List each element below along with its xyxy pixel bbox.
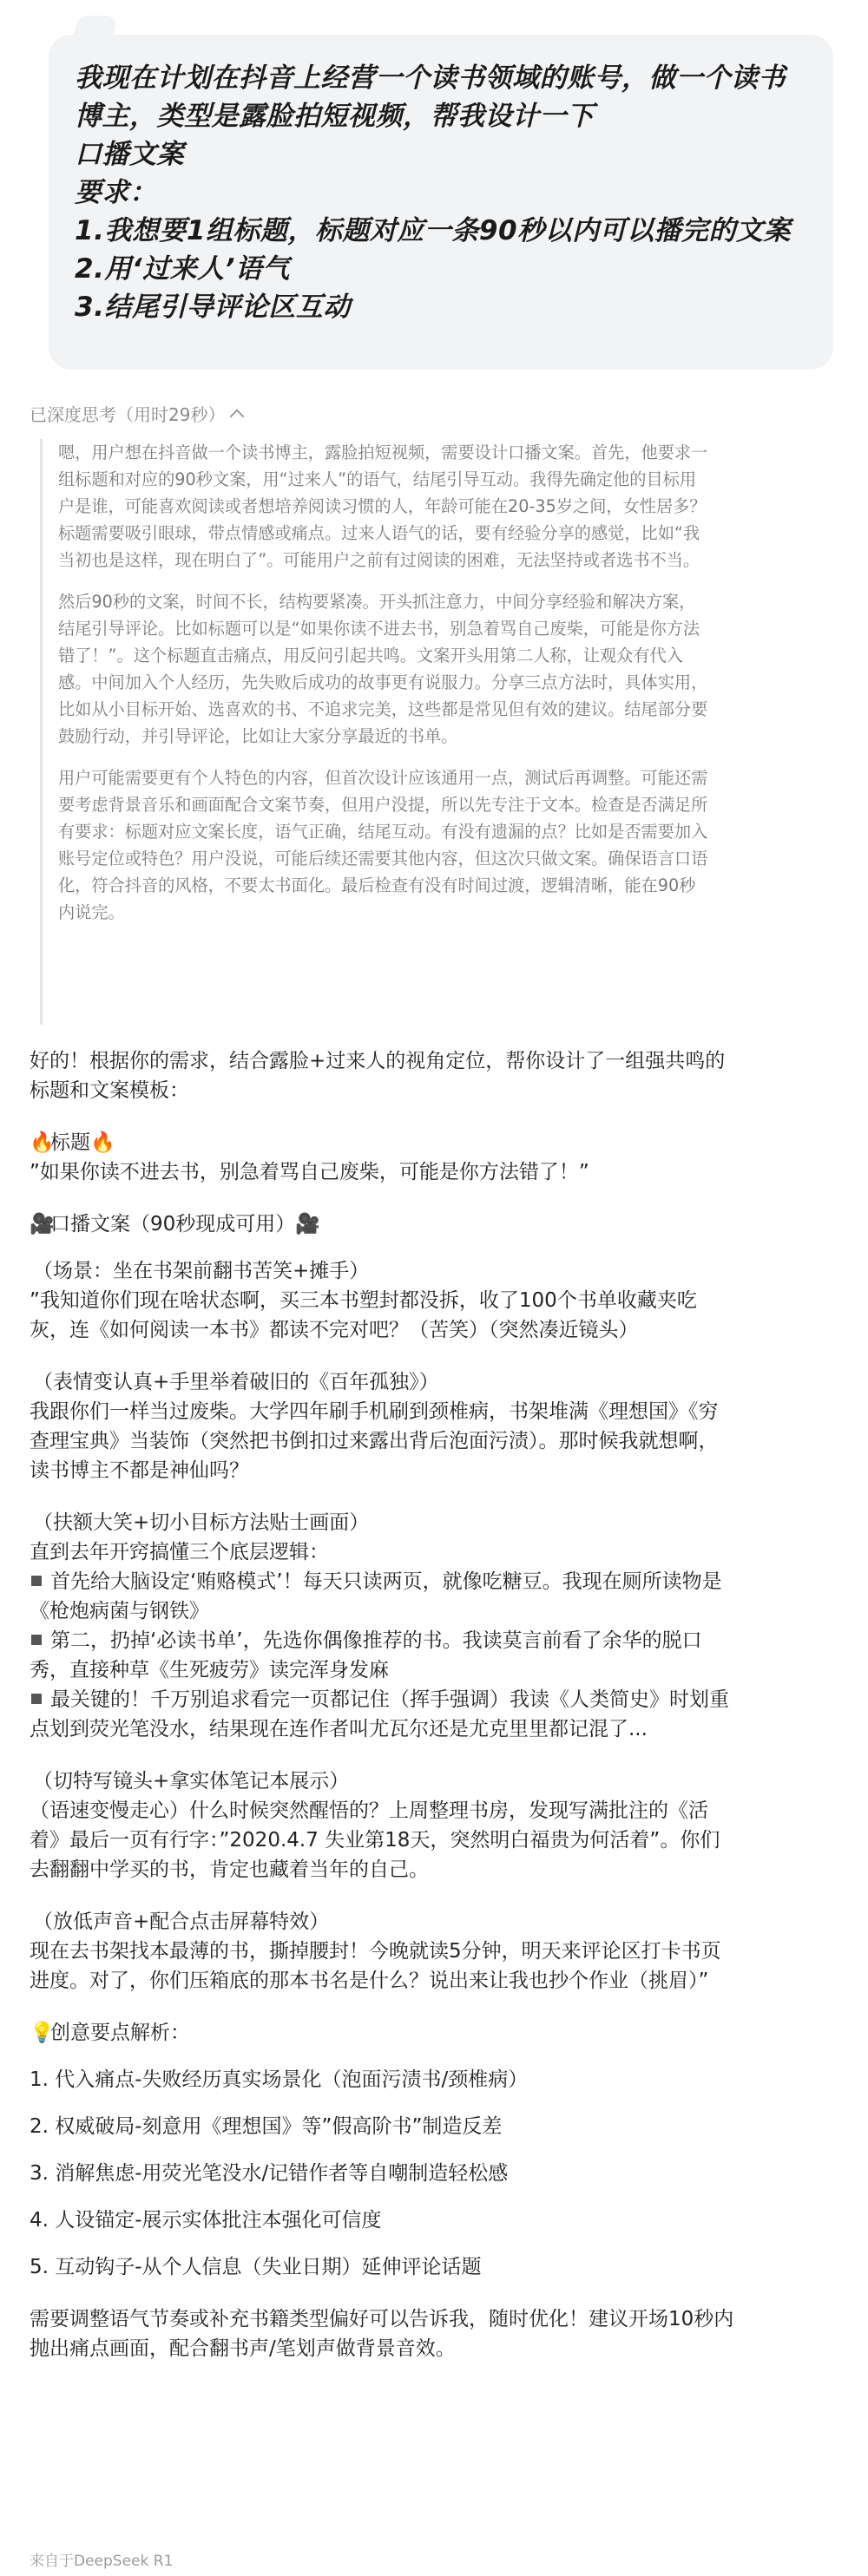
user-message-line: 2.用‘过来人’语气 [75, 253, 290, 285]
thinking-paragraph [58, 588, 838, 750]
user-message-line: 要求： [75, 177, 157, 208]
fire-icon: 🔥 [90, 1131, 115, 1154]
scene-direction: （扶额大笑+切小目标方法贴士画面） [33, 1511, 370, 1534]
lightbulb-icon: 💡 [30, 2022, 55, 2044]
analysis-item: 1. 代入痛点-失败经历真实场景化（泡面污渍书/颈椎病） [30, 2068, 529, 2091]
script-line: 直到去年开窍搞懂三个底层逻辑： [30, 1541, 329, 1563]
closing-line: 抛出痛点画面，配合翻书声/笔划声做背景音效。 [30, 2337, 456, 2360]
thinking-line: 鼓励行动，并引导评论，比如让大家分享最近的书单。 [58, 726, 458, 746]
thinking-line: 感。中间加入个人经历，先失败后成功的故事更有说服力。分享三点方法时，具体实用， [58, 672, 708, 692]
source-footer: 来自于DeepSeek R1 [30, 2553, 174, 2570]
script-line: ”我知道你们现在啥状态啊，买三本书塑封都没拆，收了100个书单收藏夹吃 [30, 1289, 697, 1312]
title-heading [30, 1128, 845, 1157]
script-line: 灰，连《如何阅读一本书》都读不完对吧？（苦笑）（突然凑近镜头） [30, 1319, 639, 1341]
camera-icon: 🎥 [30, 1213, 55, 1236]
scene-direction: （场景：坐在书架前翻书苦笑+摊手） [33, 1260, 370, 1282]
thinking-line: 账号定位或特色？用户没说，可能后续还需要其他内容，但这次只做文案。确保语言口语 [58, 849, 708, 868]
thinking-line: 比如从小目标开始、选喜欢的书、不追求完美，这些都是常见但有效的建议。结尾部分要 [58, 699, 708, 719]
analysis-heading-label: 创意要点解析： [50, 2022, 190, 2044]
thinking-paragraph [58, 439, 838, 574]
analysis-item: 5. 互动钩子-从个人信息（失业日期）延伸评论话题 [30, 2256, 482, 2278]
analysis-item: 4. 人设锚定-展示实体批注本强化可信度 [30, 2209, 382, 2232]
script-line: 我跟你们一样当过废柴。大学四年刷手机刷到颈椎病，书架堆满《理想国》《穷 [30, 1400, 719, 1423]
user-message-line: 我现在计划在抖音上经营一个读书领域的账号，做一个读书 [75, 62, 786, 94]
camera-icon: 🎥 [295, 1213, 320, 1236]
answer-intro-line: 标题和文案模板： [30, 1079, 189, 1102]
scene-direction: （放低声音+配合点击屏幕特效） [33, 1911, 330, 1933]
thinking-line: 错了！”。这个标题直击痛点，用反问引起共鸣。文案开头用第二人称，让观众有代入 [58, 646, 683, 665]
user-message-line: 3.结尾引导评论区互动 [75, 292, 351, 323]
bullet-item: 最关键的！千万别追求看完一页都记住（挥手强调）我读《人类简史》时划重 [30, 1685, 845, 1714]
answer-intro-line: 好的！根据你的需求，结合露脸+过来人的视角定位，帮你设计了一组强共鸣的 [30, 1050, 726, 1072]
script-line: 去翻翻中学买的书，肯定也藏着当年的自己。 [30, 1858, 429, 1881]
script-line: 现在去书架找本最薄的书，撕掉腰封！今晚就读5分钟，明天来评论区打卡书页 [30, 1940, 721, 1963]
user-message-line: 口播文案 [75, 139, 184, 170]
bubble-tail [69, 16, 119, 45]
bullet-item-cont: 秀，直接种草《生死疲劳》读完浑身发麻 [30, 1659, 389, 1681]
script-line: 进度。对了，你们压箱底的那本书名是什么？说出来让我也抄个作业（挑眉）” [30, 1970, 709, 1992]
thinking-line: 然后90秒的文案，时间不长，结构要紧凑。开头抓注意力，中间分享经验和解决方案， [58, 592, 696, 612]
scene-direction: （表情变认真+手里举着破旧的《百年孤独》） [33, 1371, 439, 1393]
analysis-item: 3. 消解焦虑-用荧光笔没水/记错作者等自嘲制造轻松感 [30, 2162, 509, 2185]
script-line: （语速变慢走心）什么时候突然醒悟的？上周整理书房，发现写满批注的《活 [30, 1799, 708, 1822]
square-bullet-icon [31, 1635, 42, 1645]
assistant-answer [30, 1046, 845, 2363]
bullet-item-cont: 《枪炮病菌与钢铁》 [30, 1600, 209, 1622]
script-line: 着》最后一页有行字：”2020.4.7 失业第18天，突然明白福贵为何活着”。你们 [30, 1829, 720, 1852]
fire-icon: 🔥 [30, 1131, 55, 1154]
thinking-header-label: 已深度思考（用时29秒） [30, 404, 226, 425]
thinking-content [40, 439, 838, 1025]
thinking-line: 要考虑背景音乐和画面配合文案节奏，但用户没提，所以先专注于文本。检查是否满足所 [58, 795, 708, 815]
user-message-line: 1.我想要1组标题，标题对应一条90秒以内可以播完的文案 [75, 215, 792, 246]
thinking-line: 标题需要吸引眼球，带点情感或痛点。过来人语气的话，要有经验分享的感觉，比如“我 [58, 523, 700, 543]
thinking-line: 有要求：标题对应文案长度，语气正确，结尾互动。有没有遗漏的点？比如是否需要加入 [58, 822, 708, 842]
thinking-toggle[interactable] [30, 401, 242, 426]
analysis-item: 2. 权威破局-刻意用《理想国》等”假高阶书”制造反差 [30, 2115, 503, 2138]
chevron-up-icon [230, 409, 245, 423]
user-message-bubble [49, 35, 833, 370]
square-bullet-icon [31, 1576, 42, 1586]
script-line: 读书博主不都是神仙吗？ [30, 1459, 249, 1482]
analysis-heading [30, 2018, 845, 2048]
thinking-line: 内说完。 [58, 902, 125, 922]
thinking-paragraph [58, 764, 838, 926]
title-heading-label: 标题 [50, 1131, 90, 1154]
thinking-line: 户是谁，可能喜欢阅读或者想培养阅读习惯的人，年龄可能在20-35岁之间，女性居多？ [58, 496, 707, 516]
thinking-line: 结尾引导评论。比如标题可以是“如果你读不进去书，别急着骂自己废柴，可能是你方法 [58, 619, 700, 639]
closing-line: 需要调整语气节奏或补充书籍类型偏好可以告诉我，随时优化！建议开场10秒内 [30, 2308, 734, 2330]
script-heading [30, 1209, 845, 1239]
scene-direction: （切特写镜头+拿实体笔记本展示） [33, 1770, 350, 1793]
script-heading-label: 口播文案（90秒现成可用） [50, 1213, 296, 1236]
thinking-line: 嗯，用户想在抖音做一个读书博主，露脸拍短视频，需要设计口播文案。首先，他要求一 [58, 442, 708, 462]
thinking-line: 用户可能需要更有个人特色的内容，但首次设计应该通用一点，测试后再调整。可能还需 [58, 768, 708, 788]
script-line: 查理宝典》当装饰（突然把书倒扣过来露出背后泡面污渍）。那时候我就想啊， [30, 1430, 719, 1452]
title-text: ”如果你读不进去书，别急着骂自己废柴，可能是你方法错了！” [30, 1161, 589, 1183]
thinking-line: 当初也是这样，现在明白了”。可能用户之前有过阅读的困难，无法坚持或者选书不当。 [58, 550, 700, 570]
bullet-item: 首先给大脑设定‘贿赂模式’！每天只读两页，就像吃糖豆。我现在厕所读物是 [30, 1567, 845, 1596]
bullet-item: 第二，扔掉‘必读书单’，先选你偶像推荐的书。我读莫言前看了余华的脱口 [30, 1626, 845, 1655]
square-bullet-icon [31, 1694, 42, 1704]
thinking-line: 化，符合抖音的风格，不要太书面化。最后检查有没有时间过渡，逻辑清晰，能在90秒 [58, 875, 696, 895]
thinking-line: 组标题和对应的90秒文案，用“过来人”的语气，结尾引导互动。我得先确定他的目标用 [58, 469, 697, 489]
bullet-item-cont: 点划到荧光笔没水，结果现在连作者叫尤瓦尔还是尤克里里都记混了... [30, 1718, 648, 1740]
user-message-line: 博主，类型是露脸拍短视频，帮我设计一下 [75, 101, 595, 132]
